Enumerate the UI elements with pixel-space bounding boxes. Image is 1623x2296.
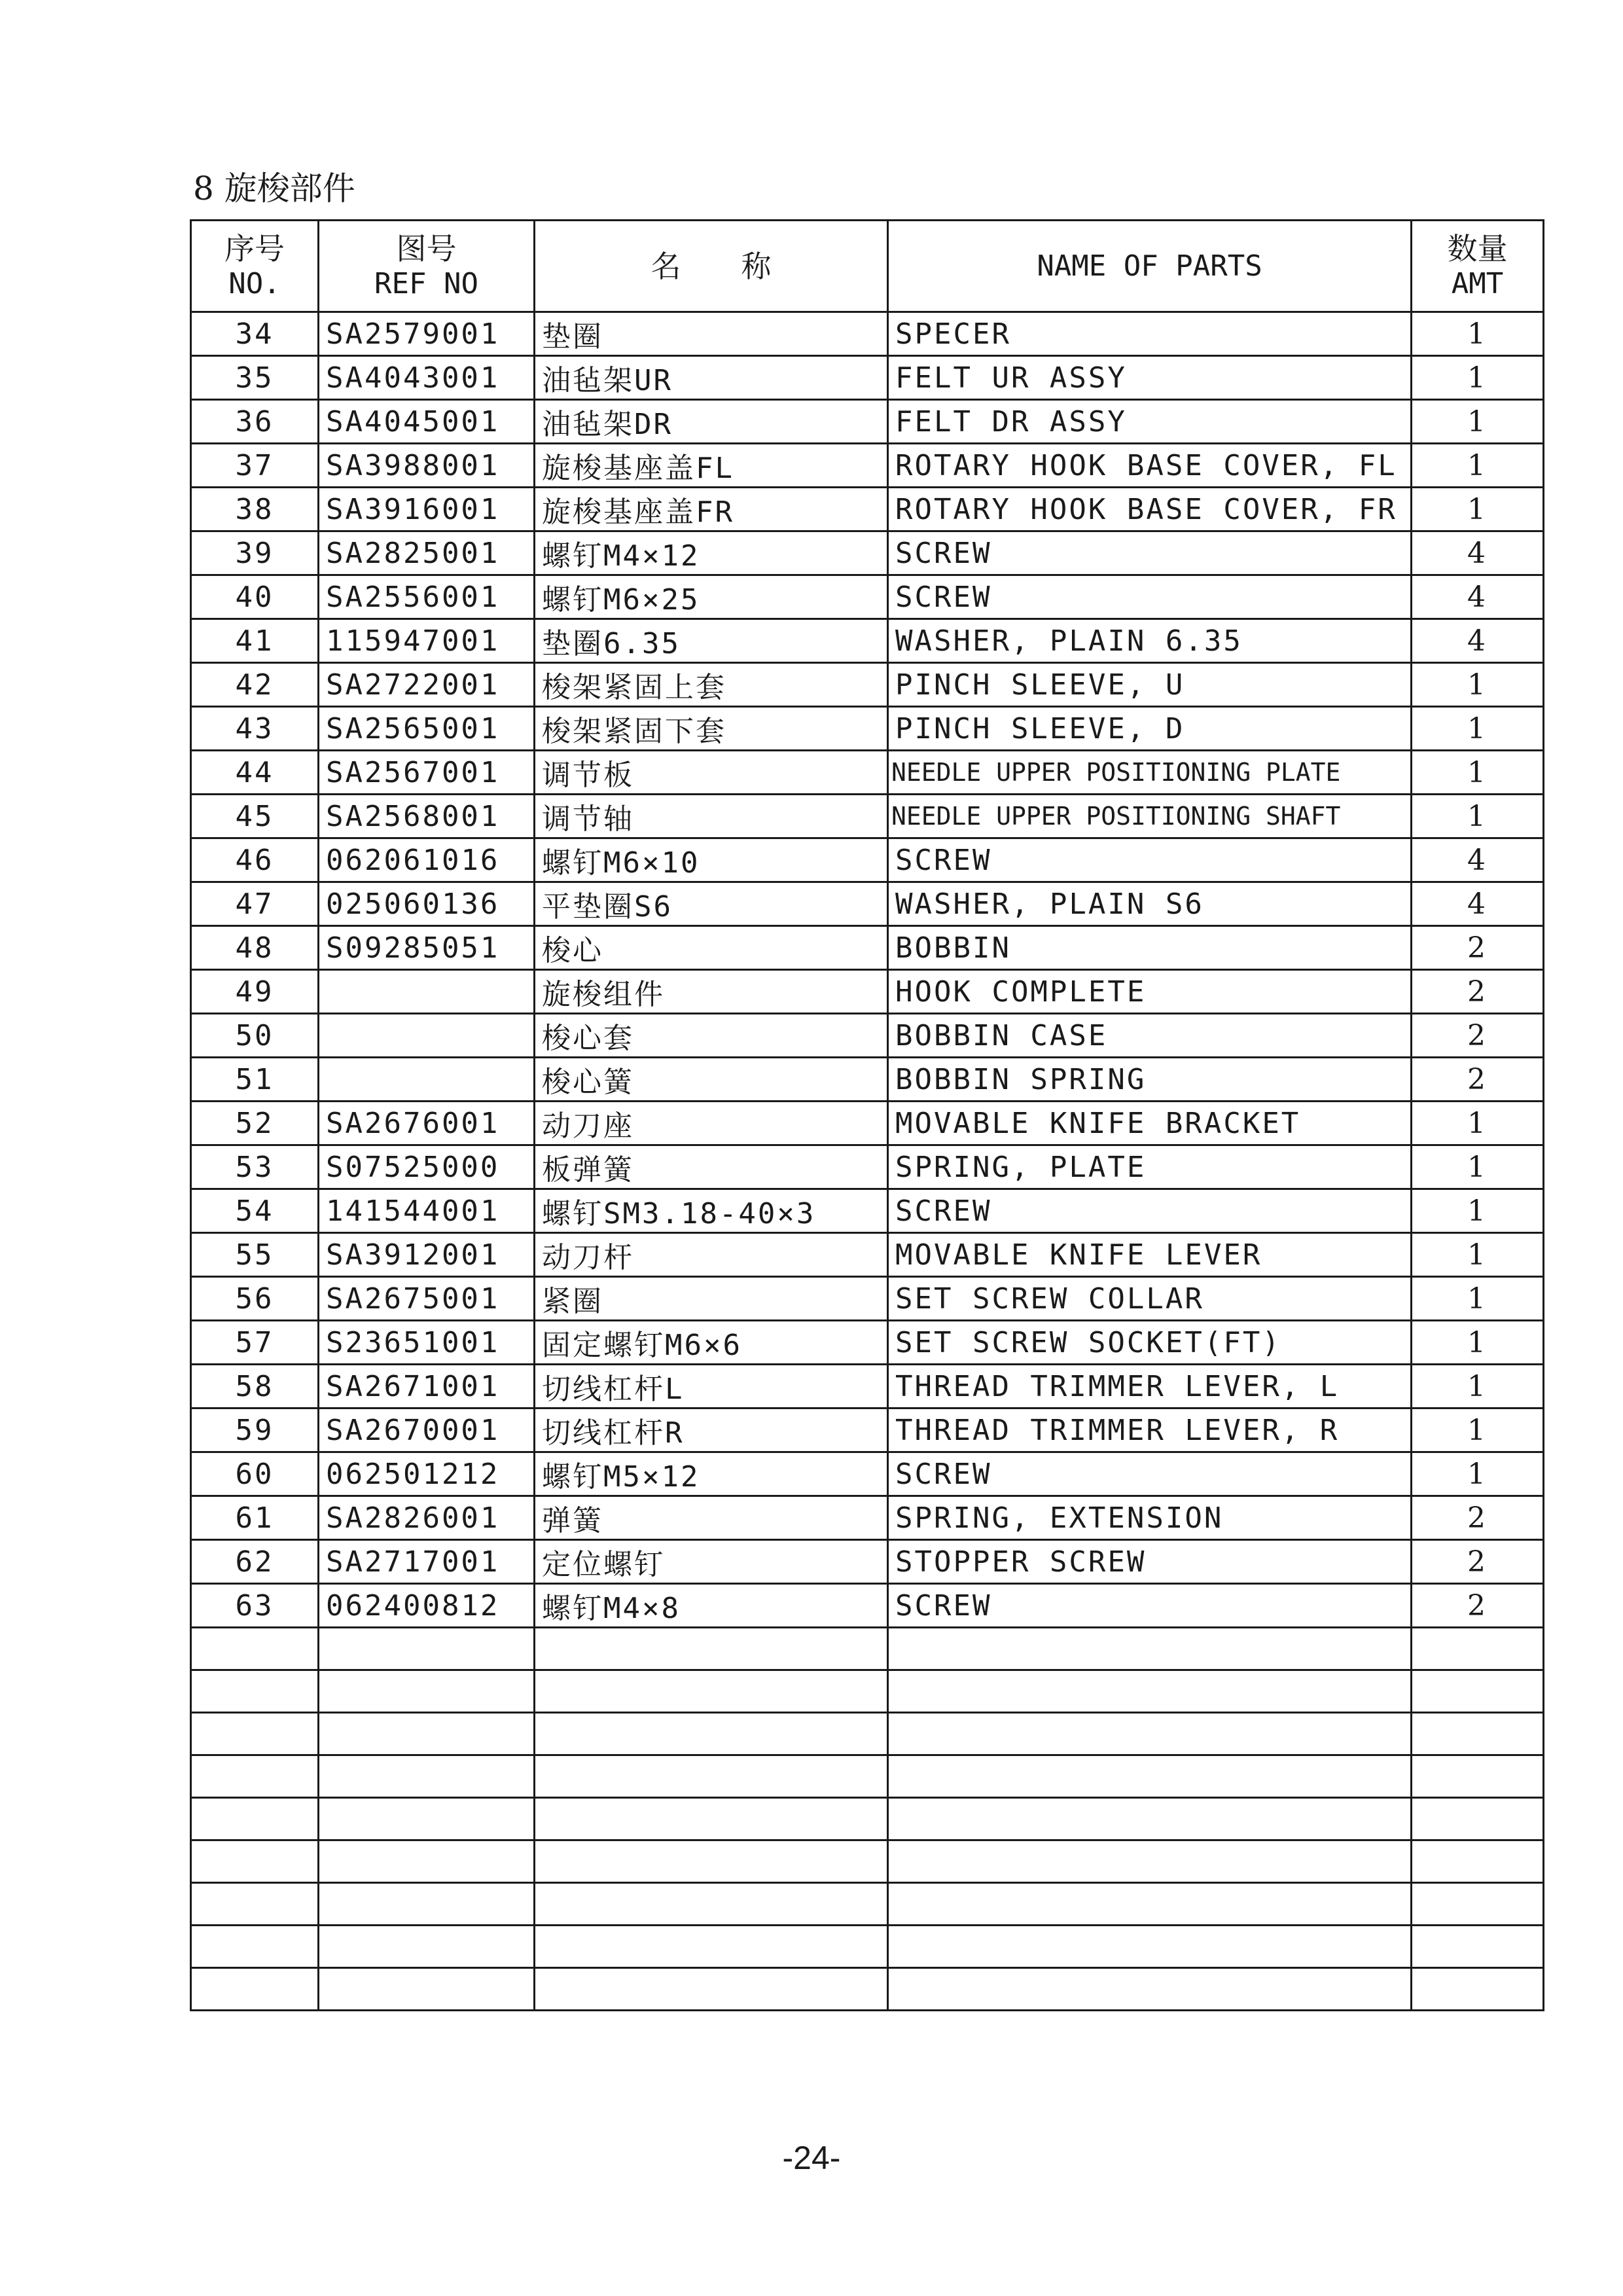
empty-table-row: [191, 1670, 1544, 1713]
row-ref-no: SA2567001: [319, 751, 535, 795]
row-no: [191, 1713, 319, 1755]
row-name-en: [888, 1670, 1412, 1713]
header-amt-en: AMT: [1451, 266, 1504, 300]
row-ref-no: SA3916001: [319, 488, 535, 531]
row-amt: 1: [1412, 1233, 1544, 1277]
row-ref-no: SA4045001: [319, 400, 535, 444]
row-no: [191, 1883, 319, 1926]
row-name-cn: 螺钉M4×8: [535, 1584, 888, 1628]
row-ref-no: 062400812: [319, 1584, 535, 1628]
row-ref-no: SA2675001: [319, 1277, 535, 1321]
header-amt-cn: 数量: [1447, 230, 1508, 266]
row-name-cn: [535, 1840, 888, 1883]
table-row: [191, 400, 1544, 444]
row-amt: 1: [1412, 663, 1544, 707]
row-name-cn: 梭心套: [535, 1014, 888, 1058]
row-ref-no: [319, 1840, 535, 1883]
row-amt: 1: [1412, 1365, 1544, 1408]
row-amt: 2: [1412, 1496, 1544, 1540]
row-amt: [1412, 1628, 1544, 1670]
row-name-en: SPRING, EXTENSION: [888, 1496, 1412, 1540]
row-name-en: [888, 1883, 1412, 1926]
row-name-en: ROTARY HOOK BASE COVER, FR: [888, 488, 1412, 531]
row-no: 48: [191, 926, 319, 970]
row-name-cn: 调节轴: [535, 795, 888, 838]
row-ref-no: 141544001: [319, 1189, 535, 1233]
row-ref-no: SA2671001: [319, 1365, 535, 1408]
table-row: [191, 970, 1544, 1014]
header-no-en: NO.: [228, 266, 281, 300]
row-name-cn: 油毡架DR: [535, 400, 888, 444]
row-ref-no: [319, 1058, 535, 1102]
row-name-en: FELT UR ASSY: [888, 356, 1412, 400]
table-row: [191, 1365, 1544, 1408]
row-name-en: HOOK COMPLETE: [888, 970, 1412, 1014]
row-no: 39: [191, 531, 319, 575]
row-name-cn: 板弹簧: [535, 1145, 888, 1189]
row-no: [191, 1798, 319, 1840]
table-row: [191, 1233, 1544, 1277]
row-name-en: [888, 1755, 1412, 1798]
row-ref-no: 062061016: [319, 838, 535, 882]
row-no: [191, 1840, 319, 1883]
table-header-row: [191, 221, 1544, 312]
row-name-cn: 梭架紧固上套: [535, 663, 888, 707]
table-row: [191, 1058, 1544, 1102]
row-amt: 1: [1412, 312, 1544, 356]
row-ref-no: [319, 1014, 535, 1058]
row-amt: 1: [1412, 751, 1544, 795]
table-row: [191, 663, 1544, 707]
row-amt: [1412, 1798, 1544, 1840]
row-amt: 1: [1412, 400, 1544, 444]
row-ref-no: SA2670001: [319, 1408, 535, 1452]
row-name-cn: 螺钉M5×12: [535, 1452, 888, 1496]
row-name-en: SCREW: [888, 1452, 1412, 1496]
row-amt: [1412, 1670, 1544, 1713]
table-row: [191, 1584, 1544, 1628]
row-name-cn: 紧圈: [535, 1277, 888, 1321]
row-name-cn: 弹簧: [535, 1496, 888, 1540]
row-ref-no: [319, 1968, 535, 2011]
table-row: [191, 795, 1544, 838]
row-name-cn: 切线杠杆R: [535, 1408, 888, 1452]
table-row: [191, 444, 1544, 488]
row-name-en: [888, 1968, 1412, 2011]
row-no: [191, 1968, 319, 2011]
row-ref-no: SA2722001: [319, 663, 535, 707]
row-ref-no: SA2565001: [319, 707, 535, 751]
header-name-cn: [535, 221, 888, 312]
row-name-en: [888, 1713, 1412, 1755]
row-ref-no: SA3988001: [319, 444, 535, 488]
row-ref-no: SA2825001: [319, 531, 535, 575]
row-no: 51: [191, 1058, 319, 1102]
row-no: 50: [191, 1014, 319, 1058]
empty-table-row: [191, 1883, 1544, 1926]
row-ref-no: SA4043001: [319, 356, 535, 400]
row-name-cn: [535, 1755, 888, 1798]
row-name-cn: [535, 1628, 888, 1670]
row-name-en: SET SCREW SOCKET(FT): [888, 1321, 1412, 1365]
row-no: 42: [191, 663, 319, 707]
row-amt: [1412, 1840, 1544, 1883]
row-amt: 1: [1412, 1189, 1544, 1233]
row-ref-no: SA2676001: [319, 1102, 535, 1145]
row-name-en: PINCH SLEEVE, U: [888, 663, 1412, 707]
header-name-cn-label: 名 称: [651, 248, 772, 284]
table-row: [191, 1452, 1544, 1496]
row-amt: 4: [1412, 619, 1544, 663]
row-amt: [1412, 1968, 1544, 2011]
row-ref-no: [319, 1883, 535, 1926]
page-number: -24-: [782, 2140, 841, 2176]
row-name-en: NEEDLE UPPER POSITIONING SHAFT: [888, 795, 1412, 838]
row-ref-no: [319, 1670, 535, 1713]
row-no: 38: [191, 488, 319, 531]
header-amt: [1412, 221, 1544, 312]
table-row: [191, 1277, 1544, 1321]
row-no: 59: [191, 1408, 319, 1452]
row-ref-no: SA2579001: [319, 312, 535, 356]
table-row: [191, 1189, 1544, 1233]
row-ref-no: [319, 1628, 535, 1670]
section-title: 8 旋梭部件: [193, 170, 355, 207]
row-name-cn: 旋梭基座盖FR: [535, 488, 888, 531]
table-row: [191, 575, 1544, 619]
row-name-cn: 梭心: [535, 926, 888, 970]
row-no: 63: [191, 1584, 319, 1628]
row-no: 56: [191, 1277, 319, 1321]
row-amt: 1: [1412, 1452, 1544, 1496]
row-ref-no: [319, 1713, 535, 1755]
row-name-cn: 螺钉M4×12: [535, 531, 888, 575]
row-ref-no: SA2556001: [319, 575, 535, 619]
row-name-cn: [535, 1883, 888, 1926]
table-row: [191, 1014, 1544, 1058]
row-amt: 2: [1412, 1540, 1544, 1584]
row-name-en: BOBBIN CASE: [888, 1014, 1412, 1058]
row-ref-no: S07525000: [319, 1145, 535, 1189]
row-no: 35: [191, 356, 319, 400]
row-name-cn: [535, 1926, 888, 1968]
header-ref: [319, 221, 535, 312]
row-amt: 1: [1412, 1102, 1544, 1145]
row-ref-no: 062501212: [319, 1452, 535, 1496]
table-row: [191, 1496, 1544, 1540]
parts-table-body: [191, 312, 1544, 2011]
row-amt: 1: [1412, 1277, 1544, 1321]
row-name-en: SCREW: [888, 531, 1412, 575]
table-row: [191, 838, 1544, 882]
row-name-en: THREAD TRIMMER LEVER, R: [888, 1408, 1412, 1452]
table-row: [191, 1408, 1544, 1452]
header-ref-en: REF NO: [374, 266, 478, 300]
row-ref-no: SA2826001: [319, 1496, 535, 1540]
row-name-cn: 动刀杆: [535, 1233, 888, 1277]
table-row: [191, 926, 1544, 970]
row-amt: 2: [1412, 1584, 1544, 1628]
row-ref-no: 025060136: [319, 882, 535, 926]
row-no: 37: [191, 444, 319, 488]
row-name-en: SET SCREW COLLAR: [888, 1277, 1412, 1321]
table-row: [191, 619, 1544, 663]
row-name-en: PINCH SLEEVE, D: [888, 707, 1412, 751]
row-name-en: SCREW: [888, 1189, 1412, 1233]
row-name-cn: 螺钉M6×10: [535, 838, 888, 882]
row-name-cn: 切线杠杆L: [535, 1365, 888, 1408]
row-no: [191, 1670, 319, 1713]
empty-table-row: [191, 1798, 1544, 1840]
row-name-en: [888, 1798, 1412, 1840]
empty-table-row: [191, 1755, 1544, 1798]
row-name-en: SPECER: [888, 312, 1412, 356]
row-name-en: [888, 1628, 1412, 1670]
row-name-cn: 调节板: [535, 751, 888, 795]
table-row: [191, 707, 1544, 751]
table-row: [191, 1102, 1544, 1145]
table-row: [191, 751, 1544, 795]
row-amt: 4: [1412, 882, 1544, 926]
row-no: 61: [191, 1496, 319, 1540]
empty-table-row: [191, 1840, 1544, 1883]
row-name-cn: [535, 1670, 888, 1713]
row-amt: 1: [1412, 356, 1544, 400]
row-amt: [1412, 1883, 1544, 1926]
row-name-cn: 旋梭基座盖FL: [535, 444, 888, 488]
row-no: 54: [191, 1189, 319, 1233]
empty-table-row: [191, 1713, 1544, 1755]
row-no: 62: [191, 1540, 319, 1584]
row-name-cn: 动刀座: [535, 1102, 888, 1145]
row-amt: 4: [1412, 575, 1544, 619]
row-ref-no: S23651001: [319, 1321, 535, 1365]
row-amt: 2: [1412, 970, 1544, 1014]
row-no: 47: [191, 882, 319, 926]
row-name-cn: [535, 1968, 888, 2011]
row-ref-no: [319, 970, 535, 1014]
row-amt: 1: [1412, 488, 1544, 531]
row-no: 53: [191, 1145, 319, 1189]
row-name-cn: 螺钉M6×25: [535, 575, 888, 619]
row-name-en: [888, 1926, 1412, 1968]
row-no: 46: [191, 838, 319, 882]
row-no: [191, 1755, 319, 1798]
row-no: 60: [191, 1452, 319, 1496]
table-row: [191, 1145, 1544, 1189]
row-name-en: [888, 1840, 1412, 1883]
table-row: [191, 531, 1544, 575]
row-amt: 4: [1412, 531, 1544, 575]
row-no: [191, 1628, 319, 1670]
row-name-cn: 梭架紧固下套: [535, 707, 888, 751]
row-amt: 1: [1412, 707, 1544, 751]
row-ref-no: [319, 1798, 535, 1840]
row-amt: [1412, 1926, 1544, 1968]
row-no: 34: [191, 312, 319, 356]
row-name-cn: 螺钉SM3.18-40×3: [535, 1189, 888, 1233]
row-amt: 2: [1412, 926, 1544, 970]
row-no: 36: [191, 400, 319, 444]
row-name-en: NEEDLE UPPER POSITIONING PLATE: [888, 751, 1412, 795]
row-name-en: SCREW: [888, 575, 1412, 619]
row-name-en: FELT DR ASSY: [888, 400, 1412, 444]
table-row: [191, 882, 1544, 926]
row-name-en: THREAD TRIMMER LEVER, L: [888, 1365, 1412, 1408]
row-no: 52: [191, 1102, 319, 1145]
row-no: 57: [191, 1321, 319, 1365]
row-name-en: BOBBIN SPRING: [888, 1058, 1412, 1102]
row-no: 41: [191, 619, 319, 663]
row-name-en: SPRING, PLATE: [888, 1145, 1412, 1189]
row-name-en: MOVABLE KNIFE BRACKET: [888, 1102, 1412, 1145]
row-name-cn: [535, 1798, 888, 1840]
row-name-en: SCREW: [888, 1584, 1412, 1628]
header-no-cn: 序号: [224, 230, 285, 266]
empty-table-row: [191, 1968, 1544, 2011]
header-name-en: [888, 221, 1412, 312]
row-name-en: WASHER, PLAIN 6.35: [888, 619, 1412, 663]
row-name-en: SCREW: [888, 838, 1412, 882]
row-name-cn: 平垫圈S6: [535, 882, 888, 926]
row-no: 44: [191, 751, 319, 795]
row-no: 43: [191, 707, 319, 751]
row-no: 58: [191, 1365, 319, 1408]
row-amt: 1: [1412, 444, 1544, 488]
row-no: [191, 1926, 319, 1968]
row-no: 45: [191, 795, 319, 838]
row-name-cn: 固定螺钉M6×6: [535, 1321, 888, 1365]
table-row: [191, 312, 1544, 356]
row-name-en: WASHER, PLAIN S6: [888, 882, 1412, 926]
table-row: [191, 1321, 1544, 1365]
row-name-en: MOVABLE KNIFE LEVER: [888, 1233, 1412, 1277]
row-name-en: BOBBIN: [888, 926, 1412, 970]
header-ref-cn: 图号: [396, 230, 457, 266]
header-no: [191, 221, 319, 312]
row-no: 40: [191, 575, 319, 619]
row-no: 55: [191, 1233, 319, 1277]
parts-table: [190, 219, 1544, 2011]
row-ref-no: SA3912001: [319, 1233, 535, 1277]
row-name-cn: [535, 1713, 888, 1755]
row-name-en: STOPPER SCREW: [888, 1540, 1412, 1584]
row-ref-no: SA2717001: [319, 1540, 535, 1584]
row-ref-no: [319, 1755, 535, 1798]
row-amt: 2: [1412, 1014, 1544, 1058]
table-row: [191, 488, 1544, 531]
row-name-en: ROTARY HOOK BASE COVER, FL: [888, 444, 1412, 488]
row-amt: [1412, 1713, 1544, 1755]
row-amt: 4: [1412, 838, 1544, 882]
row-amt: 1: [1412, 1145, 1544, 1189]
row-no: 49: [191, 970, 319, 1014]
row-name-cn: 旋梭组件: [535, 970, 888, 1014]
header-name-en-label: NAME OF PARTS: [1037, 249, 1262, 283]
empty-table-row: [191, 1926, 1544, 1968]
table-row: [191, 356, 1544, 400]
row-amt: 1: [1412, 1321, 1544, 1365]
row-amt: 1: [1412, 795, 1544, 838]
table-row: [191, 1540, 1544, 1584]
row-name-cn: 定位螺钉: [535, 1540, 888, 1584]
row-name-cn: 垫圈6.35: [535, 619, 888, 663]
row-name-cn: 油毡架UR: [535, 356, 888, 400]
row-ref-no: [319, 1926, 535, 1968]
row-amt: [1412, 1755, 1544, 1798]
row-name-cn: 梭心簧: [535, 1058, 888, 1102]
row-ref-no: 115947001: [319, 619, 535, 663]
row-ref-no: SA2568001: [319, 795, 535, 838]
row-amt: 1: [1412, 1408, 1544, 1452]
row-amt: 2: [1412, 1058, 1544, 1102]
row-ref-no: S09285051: [319, 926, 535, 970]
empty-table-row: [191, 1628, 1544, 1670]
row-name-cn: 垫圈: [535, 312, 888, 356]
